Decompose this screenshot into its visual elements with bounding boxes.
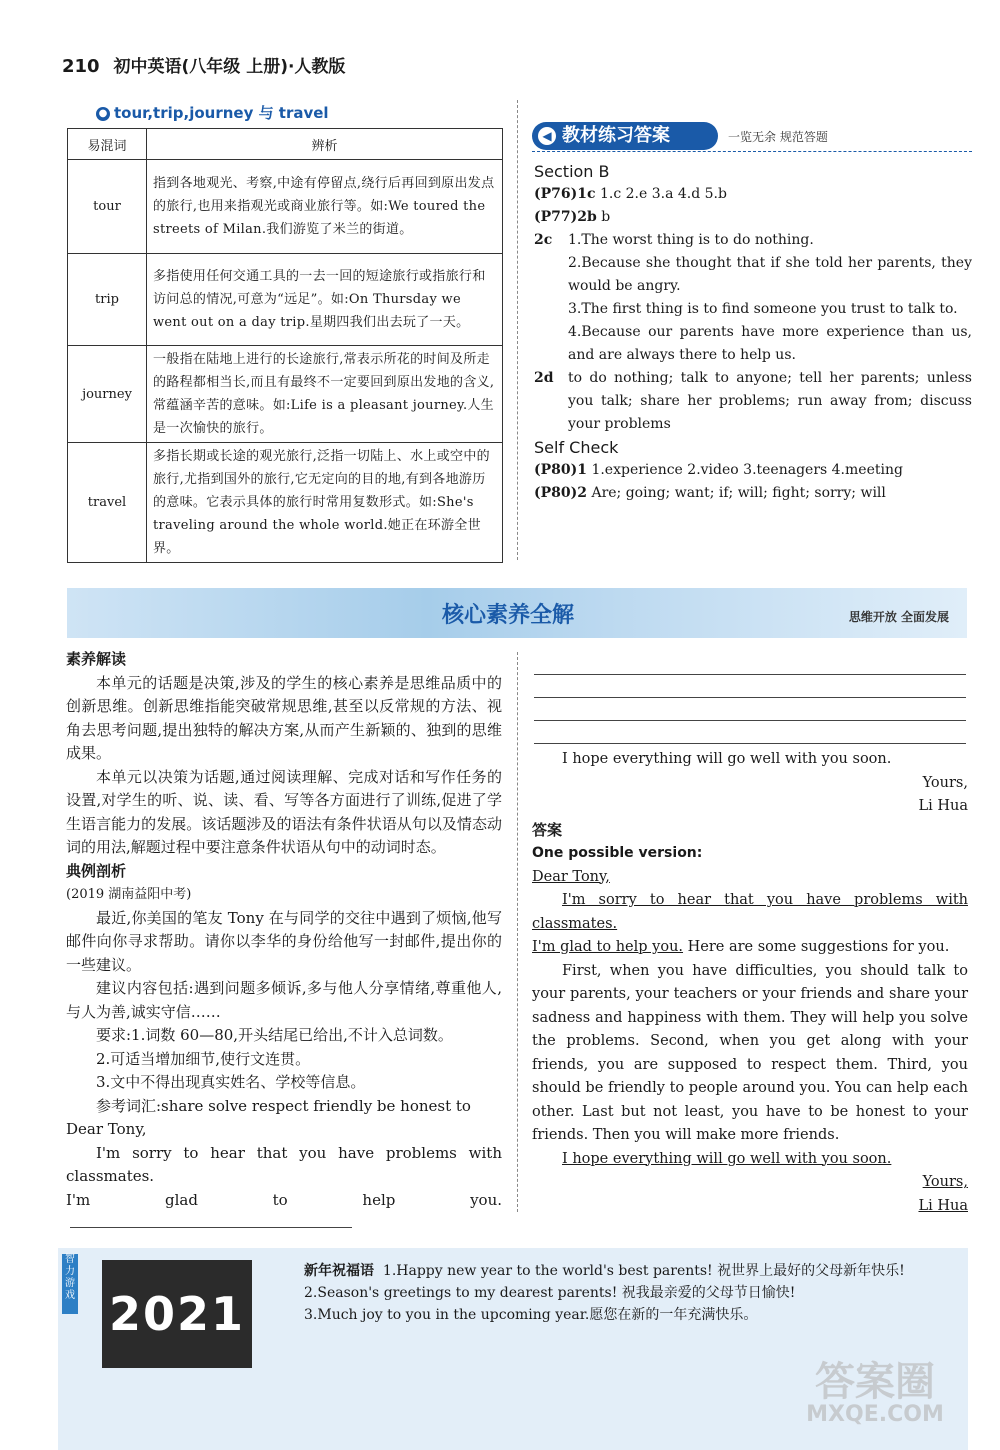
example-heading: 典例剖析 — [66, 861, 127, 880]
table-header-row — [68, 129, 503, 160]
core-left-column — [66, 648, 502, 1236]
greetings-text — [304, 1260, 905, 1326]
answer-text: to do nothing; talk to anyone; tell her parents; unless you talk; share her problems; run away from; discuss your problems — [568, 370, 972, 432]
letter-closing-line: I hope everything will go well with you soon. — [562, 751, 892, 767]
table-row — [68, 346, 503, 443]
footer-tag: 智力游戏 — [62, 1254, 78, 1314]
col-word-header: 易混词 — [68, 129, 147, 160]
page-number: 210 — [62, 56, 100, 77]
answer-text: 2.Because she thought that if she told her parents, they would be angry. — [568, 255, 972, 294]
answer-2c — [534, 229, 972, 367]
requirement: 要求:1.词数 60—80,开头结尾已给出,不计入总词数。 — [96, 1026, 453, 1044]
core-banner — [67, 588, 967, 638]
requirement: 3.文中不得出现真实姓名、学校等信息。 — [96, 1073, 366, 1091]
answers-banner-text: 教材练习答案 — [562, 125, 670, 146]
letter-yours: Yours, — [922, 774, 968, 791]
letter-suggest: Here are some suggestions for you. — [683, 939, 950, 955]
letter-line: I'm sorry to hear that you have problems with classmates. — [532, 892, 968, 932]
writing-line — [534, 697, 966, 698]
writing-line — [534, 720, 966, 721]
task-text: 建议内容包括:遇到问题多倾诉,多与他人分享情绪,尊重他人,与人为善,诚实守信…… — [66, 979, 502, 1021]
letter-signature: Li Hua — [918, 1197, 968, 1214]
number-badge-icon: ● — [96, 107, 110, 121]
letter-closing-line: I hope everything will go well with you soon. — [562, 1150, 892, 1167]
compare-title-text: tour,trip,journey 与 travel — [114, 104, 329, 122]
answers-divider — [532, 151, 972, 152]
answer-ref: 2c — [534, 232, 553, 248]
compare-table — [67, 128, 503, 563]
answer-text: Are; going; want; if; will; fight; sorry; will — [591, 485, 886, 501]
watermark-big: 答案圈 — [815, 1359, 935, 1405]
writing-line — [70, 1227, 352, 1228]
interpret-heading: 素养解读 — [66, 650, 127, 668]
letter-yours: Yours, — [922, 1174, 968, 1190]
answer-ref: 2d — [534, 370, 554, 386]
explain-cell: 一般指在陆地上进行的长途旅行,常表示所花的时间及所走的路程都相当长,而且有最终不一定要回到原出发地的含义,常蕴涵辛苦的意味。如:Life is a pleasant journey.人生是一次愉快的旅行。 — [147, 346, 503, 443]
answer-2d — [534, 367, 972, 436]
writing-line — [534, 743, 966, 744]
answer-heading: 答案 — [532, 820, 563, 839]
source-note: (2019 湖南益阳中考) — [66, 887, 192, 902]
answer-text: 1.c 2.e 3.a 4.d 5.b — [599, 186, 727, 202]
letter-greeting: Dear Tony, — [532, 868, 610, 885]
explain-cell: 多指使用任何交通工具的一去一回的短途旅行或指旅行和访问总的情况,可意为“远足”。如:On Thursday we went out on a day trip.星期四我们出去玩了一天。 — [147, 254, 503, 346]
page-header — [62, 52, 345, 77]
book-icon: ◀ — [538, 127, 556, 145]
task-text: 最近,你美国的笔友 Tony 在与同学的交往中遇到了烦恼,他写邮件向你寻求帮助。请你以李华的身份给他写一封邮件,提出你的一些建议。 — [66, 908, 502, 974]
letter-line — [66, 1189, 502, 1236]
self-check-heading: Self Check — [534, 438, 619, 457]
letter-signature: Li Hua — [918, 798, 968, 814]
answer-line — [534, 206, 972, 229]
word-cell: trip — [68, 254, 147, 346]
answer-text: 4.Because our parents have more experience than us, and are always there to help us. — [568, 324, 972, 363]
paragraph: 本单元以决策为话题,通过阅读理解、完成对话和写作任务的设置,对学生的听、说、读、看、写等各方面进行了训练,促进了学生语言能力的发展。该话题涉及的语法有条件状语从句以及情态动词的用法,解题过程中要注意条件状语从句中的动词时态。 — [66, 767, 502, 856]
answer-text: 1.experience 2.video 3.teenagers 4.meeting — [591, 462, 903, 478]
answer-text: 3.The first thing is to find someone you trust to talk to. — [568, 301, 958, 317]
answer-line — [534, 183, 972, 206]
word-cell: tour — [68, 160, 147, 254]
greeting-line: 3.Much joy to you in the upcoming year.愿您在新的一年充满快乐。 — [304, 1307, 758, 1323]
letter-line — [532, 936, 968, 960]
col-explain-header: 辨析 — [147, 129, 503, 160]
answers-block — [534, 160, 972, 505]
paragraph: 本单元的话题是决策,涉及的学生的核心素养是思维品质中的创新思维。创新思维指能突破常规思维,甚至以反常规的方法、视角去思考问题,提出独特的解决方案,从而产生新颖的、独到的思维成果。 — [66, 673, 502, 762]
letter-body: First, when you have difficulties, you should talk to your parents, your teachers or your friends and share your sadness and happiness with them. They will help you solve the problems. Second, when you get along with your friends, you are supposed to respect them. Third, you should be friendly to people around you. You can help each other. Last but not least, you have to be honest to your friends. Then you will make more friends. — [532, 962, 968, 1143]
explain-cell: 多指长期或长途的观光旅行,泛指一切陆上、水上或空中的旅行,尤指到国外的旅行,它无定向的目的地,有到各地游历的意味。它表示具体的旅行时常用复数形式。如:She's traveling around the whole world.她正在环游全世界。 — [147, 443, 503, 563]
explain-cell: 指到各地观光、考察,中途有停留点,绕行后再回到原出发点的旅行,也用来指观光或商业旅行等。如:We toured the streets of Milan.我们游览了米兰的街道。 — [147, 160, 503, 254]
letter-glad: I'm glad to help you. — [66, 1190, 502, 1209]
answer-line — [534, 482, 972, 505]
word-cell: travel — [68, 443, 147, 563]
watermark-small: MXQE.COM — [806, 1402, 944, 1427]
section-b-heading: Section B — [534, 162, 610, 181]
answer-ref: (P77)2b — [534, 209, 597, 225]
greetings-title: 新年祝福语 — [304, 1263, 374, 1279]
greeting-line: 1.Happy new year to the world's best parents! 祝世界上最好的父母新年快乐! — [382, 1263, 905, 1279]
answers-banner — [532, 122, 718, 150]
word-cell: journey — [68, 346, 147, 443]
compare-title — [96, 102, 329, 123]
version-heading: One possible version: — [532, 845, 703, 861]
core-banner-title: 核心素养全解 — [442, 603, 575, 628]
answer-ref: (P80)2 — [534, 485, 587, 501]
answer-text: 1.The worst thing is to do nothing. — [568, 232, 814, 248]
writing-line — [534, 674, 966, 675]
core-banner-subtitle: 思维开放 全面发展 — [848, 610, 949, 624]
core-right-column — [532, 748, 968, 1218]
answer-text: b — [601, 209, 611, 225]
answer-line — [534, 459, 972, 482]
watermark-logo — [760, 1360, 990, 1430]
letter-glad: I'm glad to help you. — [532, 939, 684, 955]
table-row — [68, 160, 503, 254]
table-row — [68, 254, 503, 346]
letter-greeting: Dear Tony, — [66, 1120, 147, 1138]
column-divider — [517, 652, 518, 1212]
table-row — [68, 443, 503, 563]
greeting-line: 2.Season's greetings to my dearest parents! 祝我最亲爱的父母节日愉快! — [304, 1285, 796, 1301]
book-title: 初中英语(八年级 上册)·人教版 — [113, 57, 346, 77]
column-divider — [517, 100, 518, 560]
letter-line: I'm sorry to hear that you have problems with classmates. — [66, 1143, 502, 1185]
answers-subtitle: 一览无余 规范答题 — [728, 130, 828, 144]
year-2021-image: 2021 — [102, 1260, 252, 1368]
requirement: 2.可适当增加细节,使行文连贯。 — [96, 1049, 311, 1068]
answer-ref: (P76)1c — [534, 186, 596, 202]
vocab-line: 参考词汇:share solve respect friendly be honest to — [96, 1096, 471, 1115]
answer-ref: (P80)1 — [534, 462, 587, 478]
